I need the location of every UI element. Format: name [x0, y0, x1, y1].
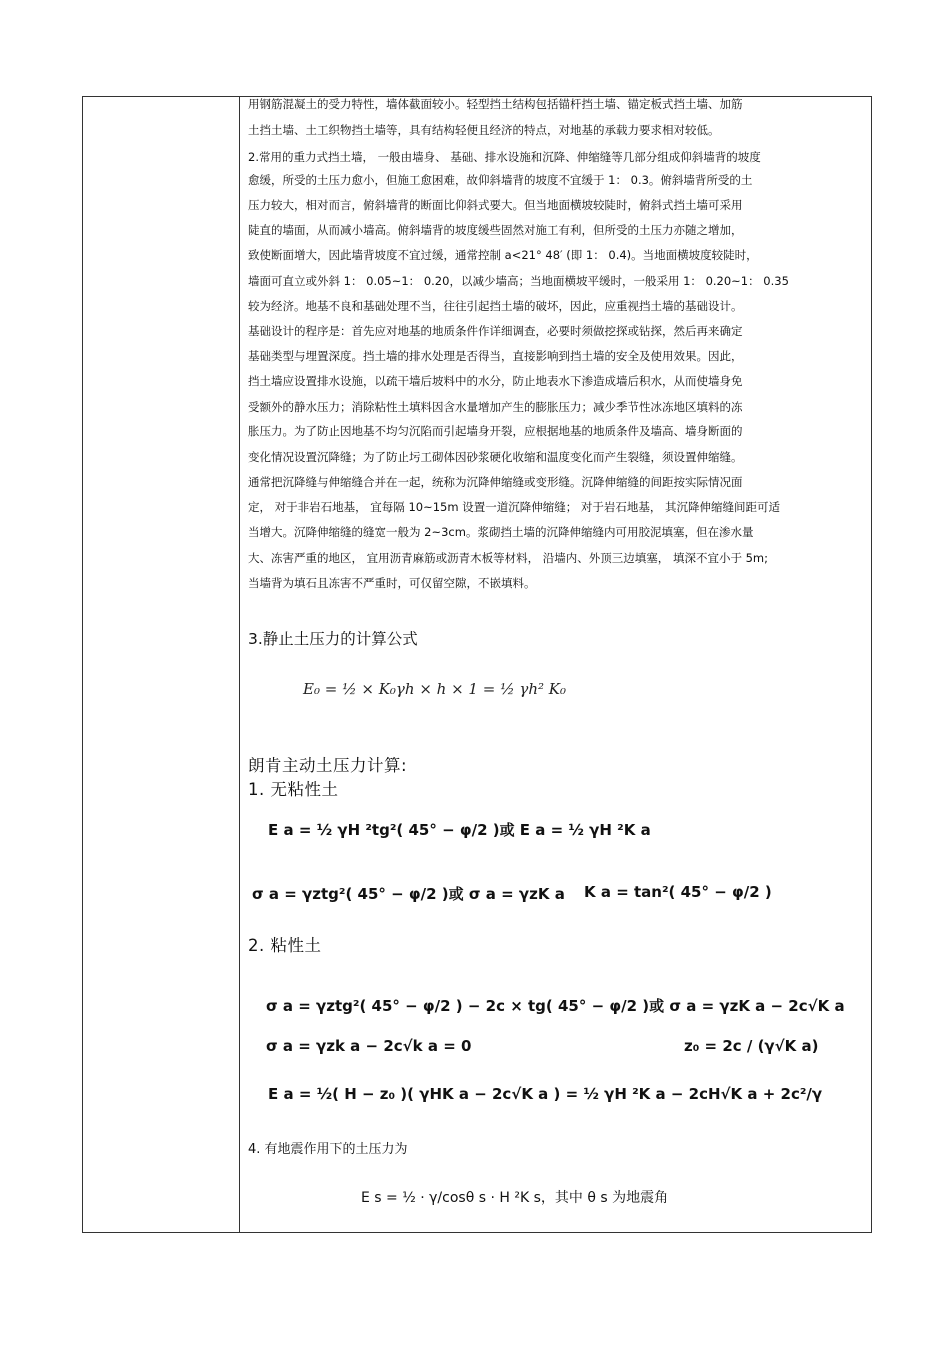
text-line: 胀压力。为了防止因地基不均匀沉陷而引起墙身开裂，应根据地基的地质条件及墙高、墙身断面的 — [248, 424, 743, 438]
text-line: 陡直的墙面，从而减小墙高。俯斜墙背的坡度缓些固然对施工有利，但所受的土压力亦随之增加， — [248, 223, 743, 237]
text-line: 较为经济。地基不良和基础处理不当，往往引起挡土墙的破坏，因此，应重视挡土墙的基础设计。 — [248, 299, 743, 313]
formula-cohesive-zero: σ a = γzk a − 2c√k a = 0 — [266, 1037, 472, 1055]
formula-z0: z₀ = 2c / (γ√K a) — [684, 1037, 819, 1055]
heading-static-pressure: 3.静止土压力的计算公式 — [248, 630, 418, 648]
text-line: 大、冻害严重的地区， 宜用沥青麻筋或沥青木板等材料， 沿墙内、外顶三边填塞， 填深不宜小于 5m; — [248, 551, 769, 565]
column-divider — [239, 97, 240, 1232]
formula-seismic: E s = ½ · γ/cosθ s · H ²K s，其中 θ s 为地震角 — [361, 1190, 669, 1206]
text-line: 2.常用的重力式挡土墙， 一般由墙身、 基础、排水设施和沉降、伸缩缝等几部分组成仰斜墙背的坡度 — [248, 150, 761, 164]
formula-cohesive-Ea: E a = ½( H − z₀ )( γHK a − 2c√K a ) = ½ γH ²K a − 2cH√K a + 2c²/γ — [268, 1085, 823, 1103]
heading-cohesionless: 1. 无粘性土 — [248, 780, 339, 799]
formula-cohesionless-Ea: E a = ½ γH ²tg²( 45° − φ/2 )或 E a = ½ γH ²K a — [268, 821, 651, 839]
text-line: 当增大。沉降伸缩缝的缝宽一般为 2~3cm。浆砌挡土墙的沉降伸缩缝内可用胶泥填塞，但在渗水量 — [248, 525, 754, 539]
text-line: 土挡土墙、土工织物挡土墙等，具有结构轻便且经济的特点，对地基的承载力要求相对较低。 — [248, 123, 720, 137]
heading-cohesive: 2. 粘性土 — [248, 936, 322, 955]
text-line: 愈缓，所受的土压力愈小，但施工愈困难，故仰斜墙背的坡度不宜缓于 1： 0.3。俯斜墙背所受的土 — [248, 173, 753, 187]
text-line: 受额外的静水压力；消除粘性土填料因含水量增加产生的膨胀压力；减少季节性冰冻地区填料的冻 — [248, 400, 743, 414]
text-line: 用钢筋混凝土的受力特性，墙体截面较小。轻型挡土结构包括锚杆挡土墙、锚定板式挡土墙、加筋 — [248, 97, 743, 111]
formula-cohesionless-sigma: σ a = γztg²( 45° − φ/2 )或 σ a = γzK a — [252, 885, 565, 903]
text-line: 压力较大，相对而言，俯斜墙背的断面比仰斜式要大。但当地面横坡较陡时，俯斜式挡土墙可采用 — [248, 198, 743, 212]
document-table — [82, 96, 872, 1233]
text-line: 变化情况设置沉降缝；为了防止圬工砌体因砂浆硬化收缩和温度变化而产生裂缝，须设置伸缩缝。 — [248, 450, 743, 464]
text-line: 挡土墙应设置排水设施，以疏干墙后坡料中的水分，防止地表水下渗造成墙后积水，从而使墙身免 — [248, 374, 743, 388]
formula-static: E₀ = ½ × K₀γh × h × 1 = ½ γh² K₀ — [303, 680, 567, 698]
text-line: 当墙背为填石且冻害不严重时，可仅留空隙，不嵌填料。 — [248, 576, 536, 590]
text-line: 基础设计的程序是：首先应对地基的地质条件作详细调查，必要时须做挖探或钻探，然后再来确定 — [248, 324, 743, 338]
heading-rankine: 朗肯主动土压力计算: — [248, 756, 408, 775]
text-line: 通常把沉降缝与伸缩缝合并在一起，统称为沉降伸缩缝或变形缝。沉降伸缩缝的间距按实际情况面 — [248, 475, 743, 489]
heading-seismic: 4. 有地震作用下的土压力为 — [248, 1142, 408, 1157]
text-line: 定， 对于非岩石地基， 宜每隔 10~15m 设置一道沉降伸缩缝； 对于岩石地基， 其沉降伸缩缝间距可适 — [248, 500, 781, 514]
text-line: 墙面可直立或外斜 1： 0.05~1： 0.20，以减少墙高；当地面横坡平缓时，一般采用 1： 0.20~1： 0.35 — [248, 274, 789, 288]
text-line: 致使断面增大，因此墙背坡度不宜过缓，通常控制 a<21° 48′ (即 1： 0.4)。当地面横坡度较陡时， — [248, 248, 758, 262]
formula-cohesive-sigma: σ a = γztg²( 45° − φ/2 ) − 2c × tg( 45° − φ/2 )或 σ a = γzK a − 2c√K a — [266, 997, 845, 1015]
text-line: 基础类型与埋置深度。挡土墙的排水处理是否得当，直接影响到挡土墙的安全及使用效果。因此， — [248, 349, 743, 363]
formula-Ka: K a = tan²( 45° − φ/2 ) — [584, 883, 772, 901]
